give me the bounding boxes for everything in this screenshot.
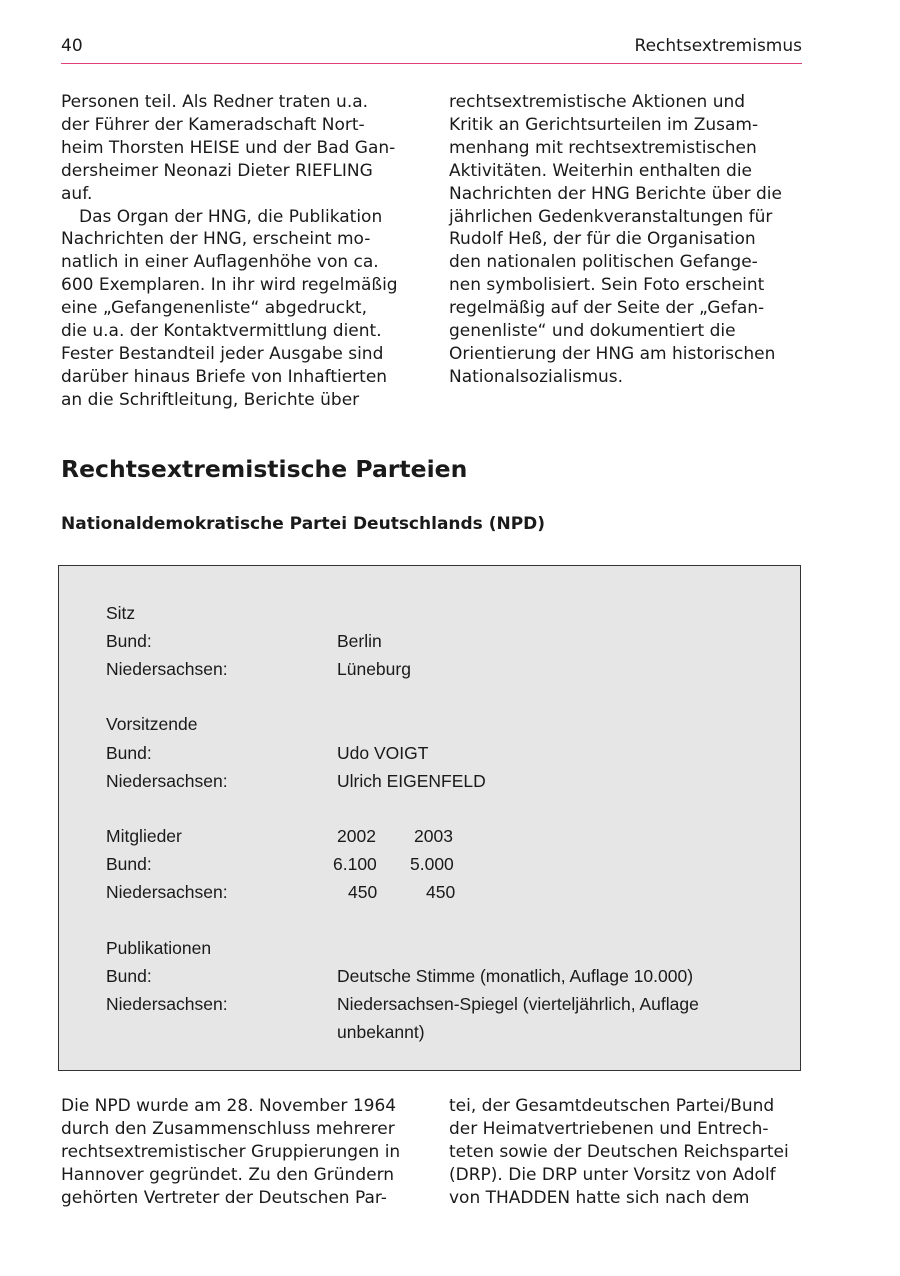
infobox-value: Ulrich EIGENFELD (337, 771, 486, 791)
infobox-label: Bund: (106, 854, 152, 874)
text-line: heim Thorsten HEISE und der Bad Gan- (61, 137, 396, 158)
infobox-value: Udo VOIGT (337, 743, 429, 763)
text-line: Nachrichten der HNG, erscheint mo- (61, 229, 371, 250)
bottom-right-column (449, 1095, 809, 1210)
infobox-label: Niedersachsen: (106, 771, 228, 791)
infobox-label: Niedersachsen: (106, 659, 228, 679)
infobox-year: 2002 (337, 826, 376, 846)
infobox-label: Niedersachsen: (106, 882, 228, 902)
infobox-value: Lüneburg (337, 659, 411, 679)
infobox-heading-sitz: Sitz (106, 603, 136, 623)
infobox-value: unbekannt) (337, 1022, 425, 1042)
text-line: die u.a. der Kontaktvermittlung dient. (61, 321, 382, 342)
text-line: der Führer der Kameradschaft Nort- (61, 114, 365, 135)
party-infobox (58, 565, 801, 1071)
text-line: Hannover gegründet. Zu den Gründern (61, 1164, 395, 1185)
text-line: Nationalsozialismus. (449, 366, 624, 387)
page-header (61, 36, 802, 60)
text-line: der Heimatvertriebenen und Entrech- (449, 1118, 769, 1139)
text-line: rechtsextremistischer Gruppierungen in (61, 1141, 401, 1162)
text-line: genenliste“ und dokumentiert die (449, 321, 736, 342)
running-title: Rechtsextremismus (634, 36, 802, 56)
paragraph (61, 206, 421, 412)
paragraph (61, 1095, 421, 1210)
text-line: dersheimer Neonazi Dieter RIEFLING (61, 160, 373, 181)
text-line: regelmäßig auf der Seite der „Gefan- (449, 298, 765, 319)
infobox-heading-mitglieder: Mitglieder (106, 826, 182, 846)
text-line: den nationalen politischen Gefange- (449, 252, 758, 273)
infobox-label: Niedersachsen: (106, 994, 228, 1014)
text-line: nen symbolisiert. Sein Foto erscheint (449, 275, 765, 296)
text-line: Das Organ der HNG, die Publikation (79, 206, 383, 227)
infobox-heading-vorsitzende: Vorsitzende (106, 714, 198, 734)
paragraph (61, 91, 421, 206)
page-number: 40 (61, 36, 83, 56)
text-line: Personen teil. Als Redner traten u.a. (61, 92, 369, 112)
paragraph (449, 1095, 809, 1210)
infobox-label: Bund: (106, 743, 152, 763)
section-title: Rechtsextremistische Parteien (61, 455, 468, 483)
text-line: Orientierung der HNG am historischen (449, 343, 776, 364)
text-line: tei, der Gesamtdeutschen Partei/Bund (449, 1096, 775, 1116)
infobox-member-count: 450 (348, 882, 378, 902)
text-line: Kritik an Gerichtsurteilen im Zusam- (449, 114, 759, 135)
text-line: gehörten Vertreter der Deutschen Par- (61, 1187, 387, 1208)
paragraph (449, 91, 809, 389)
text-line: Rudolf Heß, der für die Organisation (449, 229, 756, 250)
text-line: durch den Zusammenschluss mehrerer (61, 1118, 395, 1139)
text-line: an die Schriftleitung, Berichte über (61, 389, 360, 410)
infobox-value: Berlin (337, 631, 382, 651)
text-line: natlich in einer Auflagenhöhe von ca. (61, 252, 379, 273)
text-line: jährlichen Gedenkveranstaltungen für (449, 206, 773, 227)
infobox-heading-publikationen: Publikationen (106, 938, 212, 958)
text-line: Fester Bestandteil jeder Ausgabe sind (61, 343, 384, 364)
bottom-left-column (61, 1095, 421, 1210)
text-line: Aktivitäten. Weiterhin enthalten die (449, 160, 753, 181)
top-left-column (61, 91, 421, 412)
infobox-member-count: 6.100 (333, 854, 377, 874)
infobox-member-count: 450 (426, 882, 456, 902)
infobox-value: Deutsche Stimme (monatlich, Auflage 10.000) (337, 966, 694, 986)
text-line: teten sowie der Deutschen Reichspartei (449, 1141, 789, 1162)
infobox-label: Bund: (106, 631, 152, 651)
text-line: auf. (61, 183, 93, 204)
infobox-value: Niedersachsen-Spiegel (vierteljährlich, Auflage (337, 994, 699, 1014)
top-right-column (449, 91, 809, 389)
subsection-title: Nationaldemokratische Partei Deutschlands (NPD) (61, 514, 546, 534)
text-line: eine „Gefangenenliste“ abgedruckt, (61, 298, 367, 319)
text-line: 600 Exemplaren. In ihr wird regelmäßig (61, 275, 398, 296)
text-line: rechtsextremistische Aktionen und (449, 92, 746, 112)
text-line: von THADDEN hatte sich nach dem (449, 1187, 750, 1208)
text-line: (DRP). Die DRP unter Vorsitz von Adolf (449, 1164, 776, 1185)
text-line: Die NPD wurde am 28. November 1964 (61, 1096, 397, 1116)
text-line: darüber hinaus Briefe von Inhaftierten (61, 366, 388, 387)
text-line: Nachrichten der HNG Berichte über die (449, 183, 782, 204)
infobox-member-count: 5.000 (410, 854, 454, 874)
infobox-label: Bund: (106, 966, 152, 986)
infobox-year: 2003 (414, 826, 453, 846)
header-rule (61, 63, 802, 64)
text-line: menhang mit rechtsextremistischen (449, 137, 757, 158)
